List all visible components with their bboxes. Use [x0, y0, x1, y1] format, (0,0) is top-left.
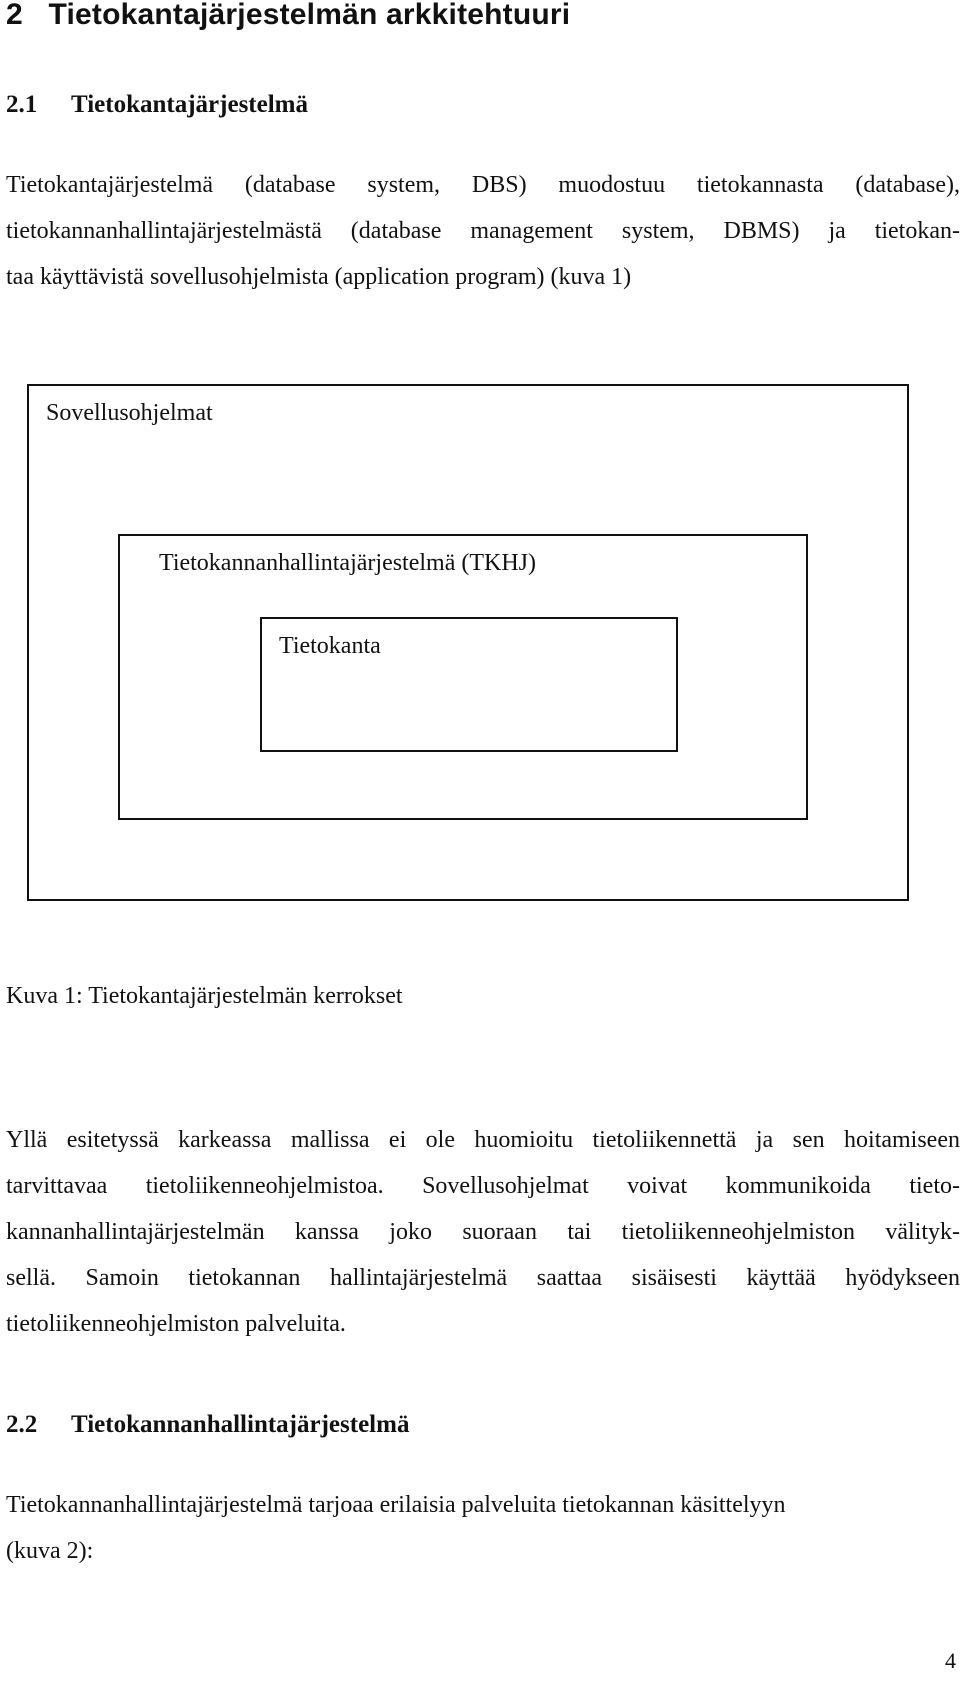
paragraph-line: (kuva 2):	[6, 1538, 94, 1564]
paragraph-line: Tietokantajärjestelmä (database system, DBS) muodostuu tietokannasta (database),	[6, 172, 960, 198]
section-heading-2-2	[6, 1411, 409, 1439]
inner-box-label: Tietokanta	[279, 633, 381, 659]
paragraph-line: sellä. Samoin tietokannan hallintajärjestelmä saattaa sisäisesti käyttää hyödykseen	[6, 1265, 960, 1291]
paragraph-line: Tietokannanhallintajärjestelmä tarjoaa erilaisia palveluita tietokannan käsittelyyn	[6, 1492, 786, 1518]
paragraph-dbms-services	[6, 1482, 960, 1574]
page-number: 4	[945, 1648, 956, 1673]
chapter-number: 2	[6, 0, 23, 31]
outer-box-label: Sovellusohjelmat	[46, 400, 213, 426]
paragraph-line: taa käyttävistä sovellusohjelmista (application program) (kuva 1)	[6, 264, 632, 290]
section-heading-2-1	[6, 91, 308, 119]
section-title: Tietokantajärjestelmä	[71, 91, 308, 118]
middle-box-label: Tietokannanhallintajärjestelmä (TKHJ)	[159, 550, 537, 576]
chapter-title: Tietokantajärjestelmän arkkitehtuuri	[48, 0, 571, 31]
paragraph-line: tietoliikenneohjelmiston palveluita.	[6, 1311, 346, 1337]
section-number: 2.1	[6, 91, 38, 118]
figure-caption: Kuva 1: Tietokantajärjestelmän kerrokset	[6, 983, 403, 1009]
chapter-heading	[6, 0, 570, 32]
paragraph-intro	[6, 162, 960, 300]
paragraph-line: Yllä esitetyssä karkeassa mallissa ei ole huomioitu tietoliikennettä ja sen hoitamiseen	[6, 1127, 960, 1153]
section-number: 2.2	[6, 1411, 38, 1438]
paragraph-line: kannanhallintajärjestelmän kanssa joko suoraan tai tietoliikenneohjelmiston välityk-	[6, 1219, 960, 1245]
paragraph-communication	[6, 1117, 960, 1347]
paragraph-line: tietokannanhallintajärjestelmästä (database management system, DBMS) ja tietokan-	[6, 218, 960, 244]
paragraph-line: tarvittavaa tietoliikenneohjelmistoa. Sovellusohjelmat voivat kommunikoida tieto-	[6, 1173, 960, 1199]
section-title: Tietokannanhallintajärjestelmä	[71, 1411, 410, 1438]
